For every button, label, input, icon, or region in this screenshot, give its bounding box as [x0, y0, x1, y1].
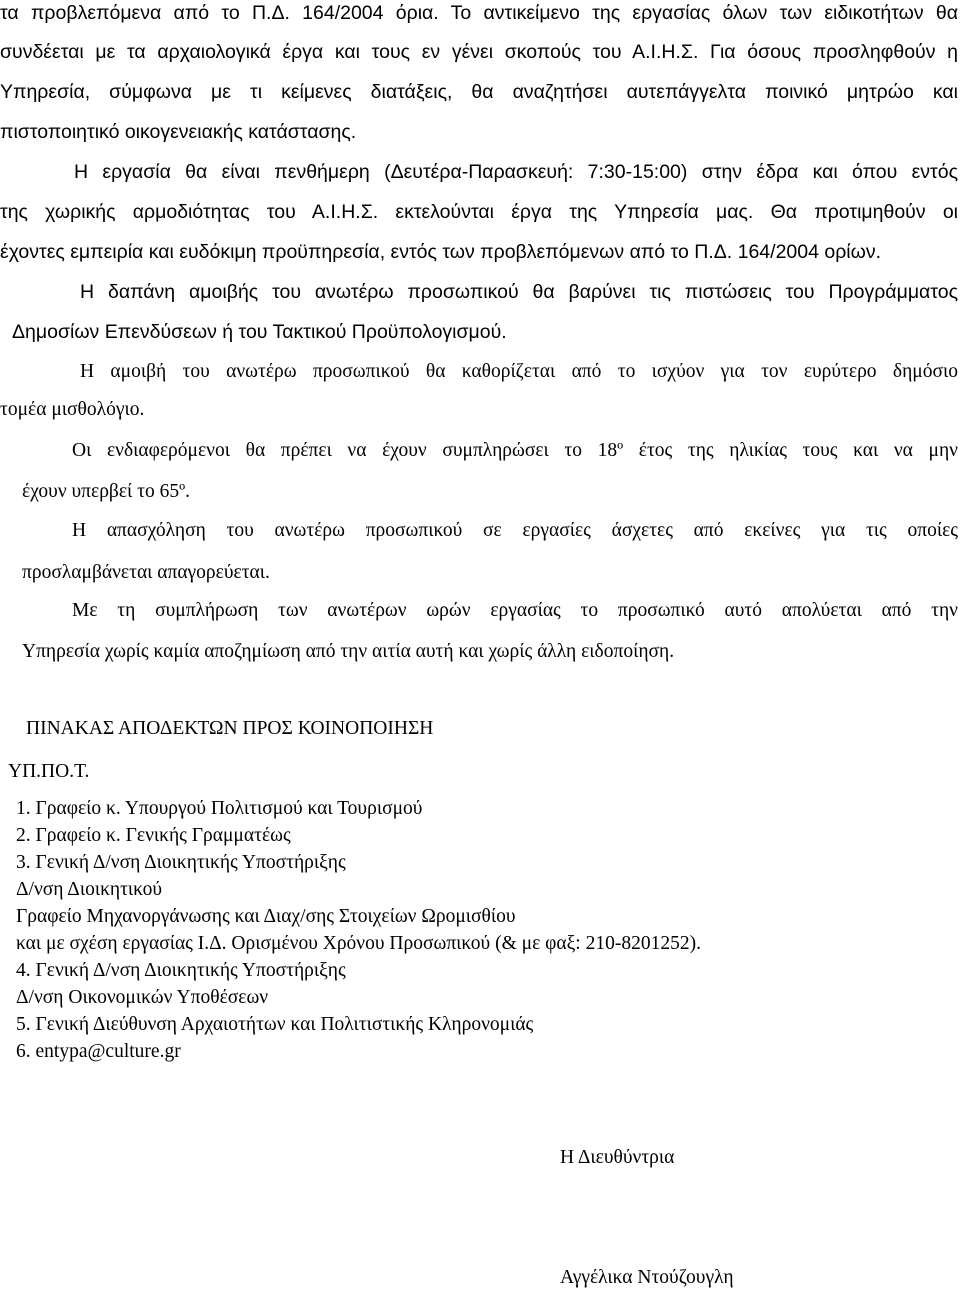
signature-name: Αγγέλικα Ντούζουγλη [560, 1267, 734, 1288]
paragraph-5-line-2: έχουν υπερβεί το 65º. [22, 481, 191, 502]
distribution-item-3b: Γραφείο Μηχανοργάνωσης και Διαχ/σης Στοιχείων Ωρομισθίου [16, 906, 516, 927]
paragraph-3-line-1: Η δαπάνη αμοιβής του ανωτέρω προσωπικού θα βαρύνει τις πιστώσεις του Προγράμματος [80, 281, 958, 303]
distribution-org: ΥΠ.ΠΟ.Τ. [8, 761, 90, 782]
distribution-item-5: 5. Γενική Διεύθυνση Αρχαιοτήτων και Πολιτιστικής Κληρονομιάς [16, 1014, 534, 1035]
paragraph-7-line-2: Υπηρεσία χωρίς καμία αποζημίωση από την αιτία αυτή και χωρίς άλλη ειδοποίηση. [22, 641, 675, 662]
paragraph-2-line-2: της χωρικής αρμοδιότητας του Α.Ι.Η.Σ. εκτελούνται έργα της Υπηρεσία μας. Θα προτιμηθούν οι [0, 201, 958, 223]
paragraph-6-line-2: προσλαμβάνεται απαγορεύεται. [22, 562, 270, 583]
paragraph-1-line-2: συνδέεται με τα αρχαιολογικά έργα και τους εν γένει σκοπούς του Α.Ι.Η.Σ. Για όσους προσληφθούν η [0, 41, 958, 63]
paragraph-4-line-2: τομέα μισθολόγιο. [0, 399, 145, 420]
distribution-item-1: 1. Γραφείο κ. Υπουργού Πολιτισμού και Τουρισμού [16, 798, 423, 819]
paragraph-4-line-1: Η αμοιβή του ανωτέρω προσωπικού θα καθορίζεται από το ισχύον για τον ευρύτερο δημόσιο [80, 361, 958, 382]
distribution-item-4: 4. Γενική Δ/νση Διοικητικής Υποστήριξης [16, 960, 346, 981]
distribution-item-4a: Δ/νση Οικονομικών Υποθέσεων [16, 987, 269, 1008]
paragraph-3-line-2: Δημοσίων Επενδύσεων ή του Τακτικού Προϋπολογισμού. [12, 321, 507, 343]
distribution-item-3a: Δ/νση Διοικητικού [16, 879, 162, 900]
distribution-item-3c: και με σχέση εργασίας Ι.Δ. Ορισμένου Χρόνου Προσωπικού (& με φαξ: 210-8201252). [16, 933, 701, 954]
paragraph-5-line-1: Οι ενδιαφερόμενοι θα πρέπει να έχουν συμπληρώσει το 18º έτος της ηλικίας τους και να μην [72, 440, 958, 461]
signature-title: Η Διευθύντρια [560, 1147, 675, 1168]
paragraph-1-line-4: πιστοποιητικό οικογενειακής κατάστασης. [0, 121, 357, 143]
paragraph-2-line-3: έχοντες εμπειρία και ευδόκιμη προϋπηρεσία, εντός των προβλεπόμενων από το Π.Δ. 164/2004 ορίων. [0, 241, 882, 263]
paragraph-7-line-1: Με τη συμπλήρωση των ανωτέρων ωρών εργασίας το προσωπικό αυτό απολύεται από την [72, 600, 958, 621]
paragraph-2-line-1: Η εργασία θα είναι πενθήμερη (Δευτέρα-Παρασκευή: 7:30-15:00) στην έδρα και όπου εντός [74, 161, 958, 183]
distribution-item-2: 2. Γραφείο κ. Γενικής Γραμματέως [16, 825, 291, 846]
distribution-heading: ΠΙΝΑΚΑΣ ΑΠΟΔΕΚΤΩΝ ΠΡΟΣ ΚΟΙΝΟΠΟΙΗΣΗ [26, 718, 434, 739]
paragraph-1-line-1: τα προβλεπόμενα από το Π.Δ. 164/2004 όρια. Το αντικείμενο της εργασίας όλων των ειδικοτήτων θα [0, 2, 958, 24]
distribution-item-6: 6. entypa@culture.gr [16, 1041, 181, 1062]
paragraph-6-line-1: Η απασχόληση του ανωτέρω προσωπικού σε εργασίες άσχετες από εκείνες για τις οποίες [72, 520, 958, 541]
distribution-item-3: 3. Γενική Δ/νση Διοικητικής Υποστήριξης [16, 852, 346, 873]
paragraph-1-line-3: Υπηρεσία, σύμφωνα με τι κείμενες διατάξεις, θα αναζητήσει αυτεπάγγελτα ποινικό μητρώο και [0, 81, 958, 103]
